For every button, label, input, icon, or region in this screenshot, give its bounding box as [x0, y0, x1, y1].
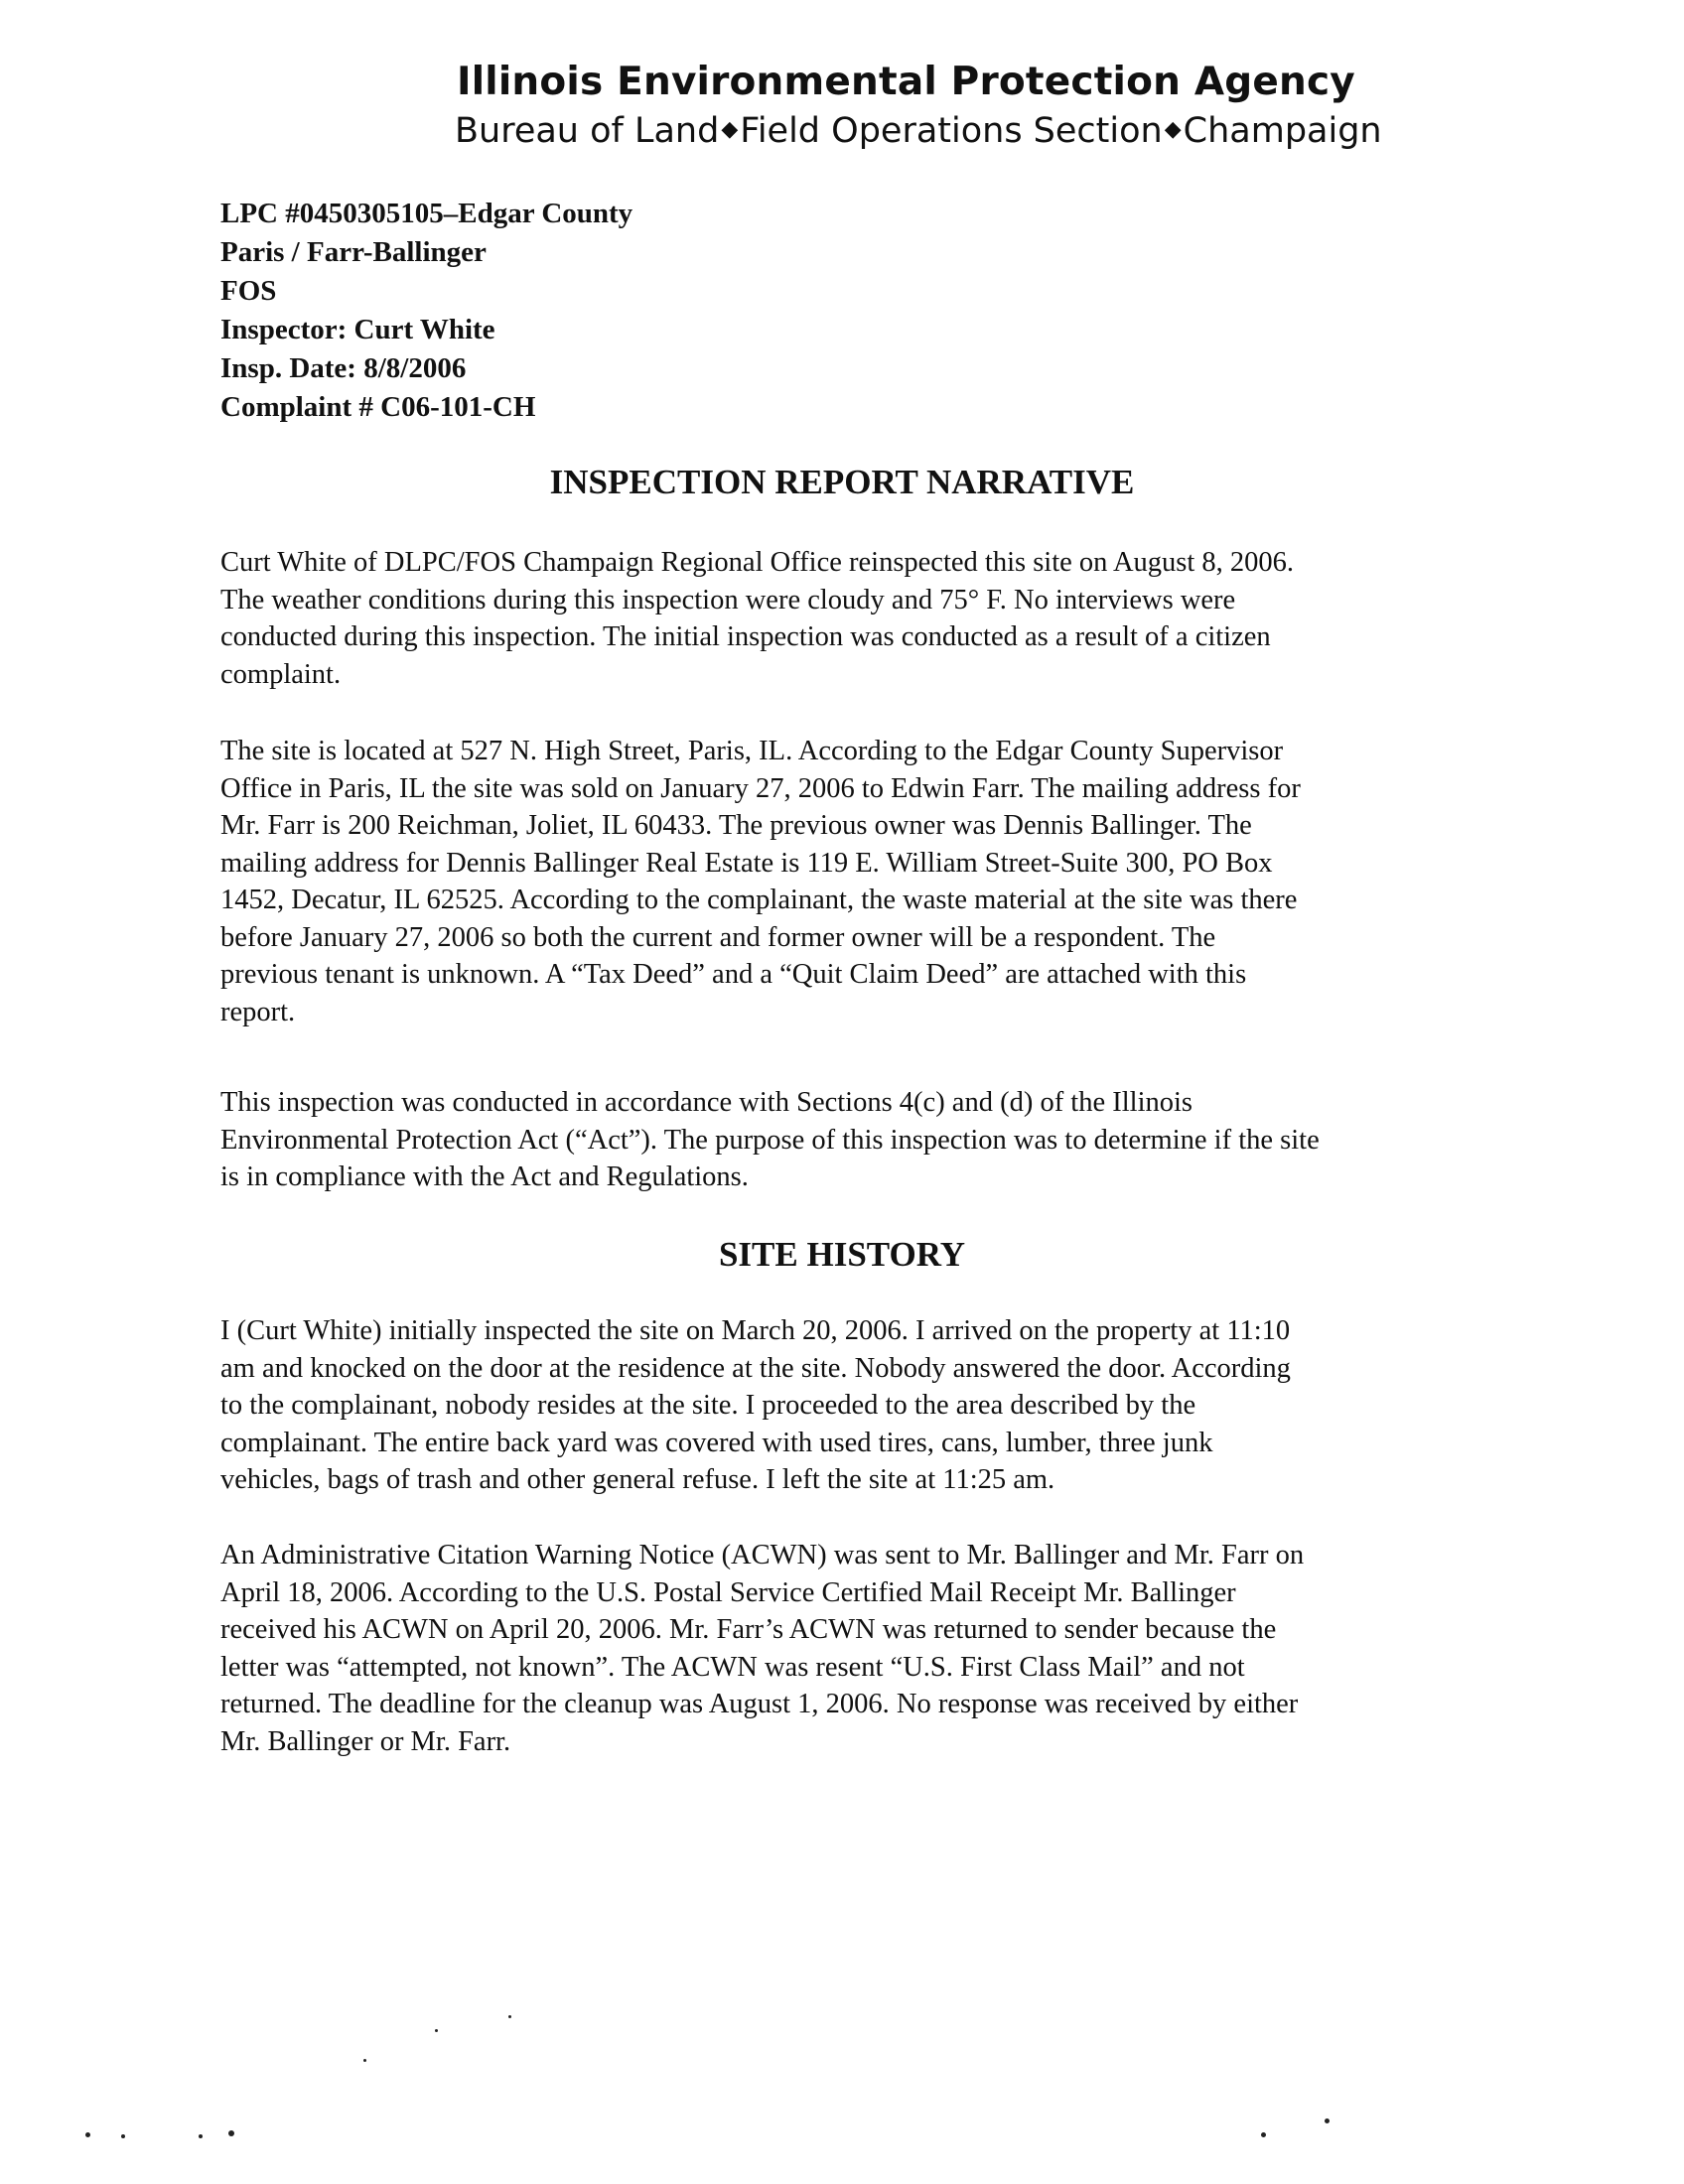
agency-title: Illinois Environmental Protection Agency: [457, 60, 1355, 104]
scan-speck: [85, 2132, 90, 2137]
report-metadata: [220, 195, 632, 427]
agency-subtitle: [455, 111, 1382, 151]
complaint-number: Complaint # C06-101-CH: [220, 391, 536, 423]
office-name: Champaign: [1183, 111, 1382, 151]
narrative-paragraph-3: This inspection was conducted in accordance with Sections 4(c) and (d) of the Illinois Environmental Protection Act (“Act”). The purpose of this inspection was to determine if the site is in compliance with the Act and Regulations.: [220, 1087, 1320, 1192]
narrative-paragraph-2: The site is located at 527 N. High Street, Paris, IL. According to the Edgar County Supervisor Office in Paris, IL the site was sold on January 27, 2006 to Edwin Farr. The mailing address for Mr. Farr is 200 Reichman, Joliet, IL 60433. The previous owner was Dennis Ballinger. The mailing address for Dennis Ballinger Real Estate is 119 E. William Street-Suite 300, PO Box 1452, Decatur, IL 62525. According to the complainant, the waste material at the site was there before January 27, 2006 so both the current and former owner will be a respondent. The previous tenant is unknown. A “Tax Deed” and a “Quit Claim Deed” are attached with this report.: [220, 736, 1301, 1027]
section-name: Field Operations Section: [740, 111, 1163, 151]
site-history-heading: SITE HISTORY: [718, 1235, 966, 1274]
inspection-date: Insp. Date: 8/8/2006: [220, 352, 467, 384]
narrative-heading: INSPECTION REPORT NARRATIVE: [549, 463, 1135, 501]
bureau-name: Bureau of Land: [455, 111, 720, 151]
fos-label: FOS: [220, 275, 277, 307]
inspector-name: Inspector: Curt White: [220, 314, 495, 345]
narrative-paragraph-1: Curt White of DLPC/FOS Champaign Regional Office reinspected this site on August 8, 2006. The weather conditions during this inspection were cloudy and 75° F. No interviews were conducted during this inspection. The initial inspection was conducted as a result of a citizen complaint.: [220, 547, 1295, 690]
scan-speck: [363, 2059, 366, 2062]
lpc-number: LPC #0450305105–Edgar County: [220, 198, 633, 229]
scan-speck: [1325, 2118, 1330, 2123]
scan-speck: [508, 2015, 511, 2018]
scan-speck: [435, 2029, 438, 2032]
history-paragraph-2: An Administrative Citation Warning Notice (ACWN) was sent to Mr. Ballinger and Mr. Farr on April 18, 2006. According to the U.S. Postal Service Certified Mail Receipt Mr. Ballinger received his ACWN on April 20, 2006. Mr. Farr’s ACWN was returned to sender because the letter was “attempted, not known”. The ACWN was resent “U.S. First Class Mail” and not returned. The deadline for the cleanup was August 1, 2006. No response was received by either Mr. Ballinger or Mr. Farr.: [220, 1540, 1305, 1757]
diamond-icon: ◆: [1164, 116, 1182, 142]
site-name: Paris / Farr-Ballinger: [220, 236, 487, 268]
history-paragraph-1: I (Curt White) initially inspected the site on March 20, 2006. I arrived on the property at 11:10 am and knocked on the door at the residence at the site. Nobody answered the door. According to the complainant, nobody resides at the site. I proceeded to the area described by the complainant. The entire back yard was covered with used tires, cans, lumber, three junk vehicles, bags of trash and other general refuse. I left the site at 11:25 am.: [220, 1315, 1291, 1495]
scan-speck: [1261, 2132, 1266, 2137]
scan-speck: [121, 2134, 125, 2138]
diamond-icon: ◆: [721, 116, 739, 142]
scan-speck: [228, 2130, 234, 2136]
scan-speck: [199, 2134, 203, 2138]
